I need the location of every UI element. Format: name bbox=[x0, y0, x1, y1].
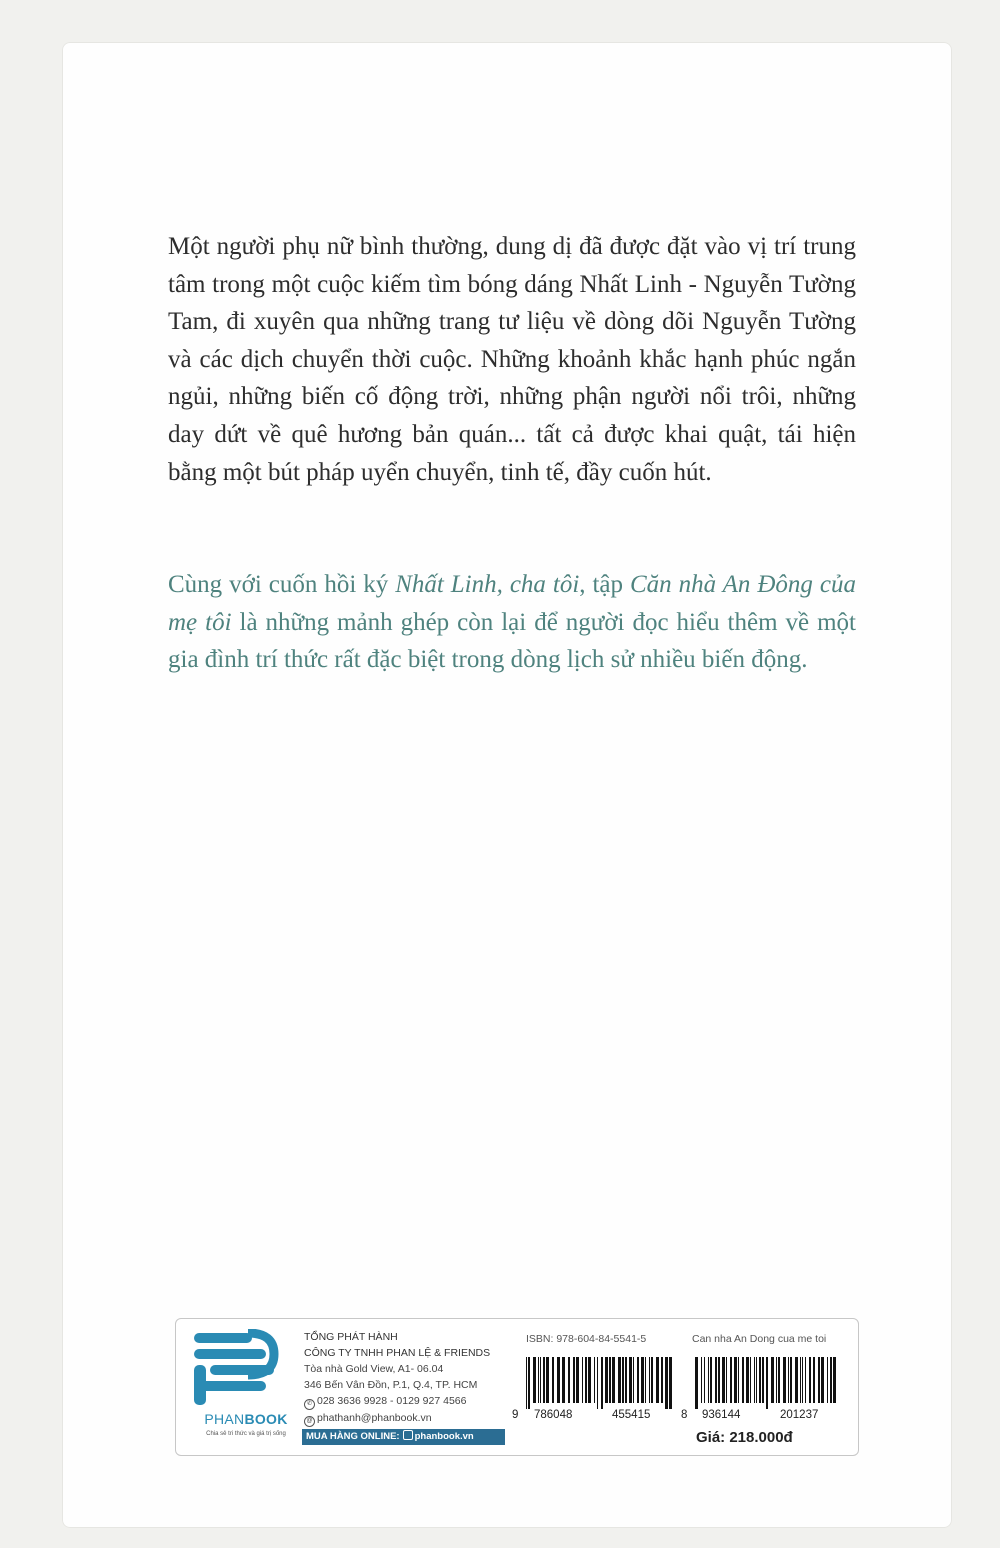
distributor-heading: TỔNG PHÁT HÀNH bbox=[304, 1331, 398, 1343]
barcode-bar bbox=[622, 1357, 624, 1403]
barcode-bar bbox=[722, 1357, 725, 1403]
address-line-1: Tòa nhà Gold View, A1- 06.04 bbox=[304, 1363, 444, 1375]
teaser-part-1: Cùng với cuốn hồi ký bbox=[168, 571, 396, 598]
barcode-bar bbox=[821, 1357, 824, 1403]
price-digits-right: 201237 bbox=[780, 1409, 819, 1421]
teaser-part-3: là những mảnh ghép còn lại để người đọc hiểu thêm về một gia đình trí thức rất đặc biệt trong dòng lịch sử nhiều biến động. bbox=[168, 608, 856, 674]
online-label: MUA HÀNG ONLINE: bbox=[306, 1431, 400, 1442]
distributor-info bbox=[304, 1329, 504, 1427]
barcode-bar bbox=[543, 1357, 545, 1403]
book-title-1: Nhất Linh, cha tôi bbox=[395, 571, 580, 598]
web-icon bbox=[403, 1430, 413, 1440]
isbn-digit-prefix: 9 bbox=[512, 1409, 519, 1421]
barcode-bar bbox=[645, 1357, 646, 1403]
barcode-bar bbox=[718, 1357, 720, 1403]
barcode-bar bbox=[734, 1357, 737, 1403]
barcode-bar bbox=[669, 1357, 672, 1409]
barcode-bar bbox=[612, 1357, 615, 1403]
barcode-bar bbox=[609, 1357, 611, 1403]
barcode-bar bbox=[651, 1357, 653, 1403]
barcode-bar bbox=[568, 1357, 570, 1403]
barcode-bar bbox=[582, 1357, 583, 1403]
barcode-bar bbox=[708, 1357, 709, 1403]
barcode-title: Can nha An Dong cua me toi bbox=[692, 1333, 827, 1345]
barcode-bar bbox=[701, 1357, 702, 1403]
barcode-bar bbox=[776, 1357, 777, 1403]
email-icon: @ bbox=[304, 1416, 315, 1427]
barcode-bar bbox=[809, 1357, 811, 1403]
barcode-bar bbox=[762, 1357, 764, 1403]
barcode-bar bbox=[656, 1357, 659, 1403]
isbn-digits-right: 455415 bbox=[612, 1409, 651, 1421]
phone-number: 028 3636 9928 - 0129 927 4566 bbox=[317, 1395, 467, 1407]
barcode-bar bbox=[637, 1357, 639, 1403]
barcode-bar bbox=[594, 1357, 595, 1403]
barcode-bar bbox=[641, 1357, 644, 1403]
barcode-bar bbox=[800, 1357, 801, 1403]
barcode-bar bbox=[750, 1357, 751, 1403]
book-title-2: Căn nhà An Đông của mẹ tôi bbox=[168, 571, 856, 636]
barcode-bar bbox=[830, 1357, 832, 1403]
barcode-bar bbox=[625, 1357, 627, 1403]
barcode-bar bbox=[695, 1357, 698, 1409]
barcode-bar bbox=[759, 1357, 761, 1403]
company-name: CÔNG TY TNHH PHAN LỆ & FRIENDS bbox=[304, 1347, 491, 1359]
barcode-bar bbox=[778, 1357, 780, 1403]
barcode-bar bbox=[771, 1357, 774, 1403]
barcode-bar bbox=[526, 1357, 527, 1409]
barcode-bar bbox=[746, 1357, 749, 1403]
phone-row bbox=[304, 1393, 504, 1410]
barcode-bar bbox=[704, 1357, 705, 1403]
barcode-bar bbox=[715, 1357, 717, 1403]
email-address: phathanh@phanbook.vn bbox=[317, 1412, 432, 1424]
website-link[interactable]: phanbook.vn bbox=[414, 1431, 474, 1442]
isbn-digits-left: 786048 bbox=[534, 1409, 573, 1421]
online-store-banner bbox=[302, 1429, 505, 1445]
barcode-bar bbox=[633, 1357, 634, 1403]
barcode-bar bbox=[805, 1357, 806, 1403]
isbn-text: ISBN: 978-604-84-5541-5 bbox=[526, 1333, 647, 1345]
price-barcode bbox=[693, 1357, 843, 1409]
barcode-bar bbox=[605, 1357, 608, 1403]
barcode-bar bbox=[788, 1357, 789, 1403]
publisher-info-box bbox=[175, 1318, 859, 1456]
barcode-bar bbox=[533, 1357, 536, 1403]
barcode-bar bbox=[827, 1357, 828, 1403]
barcode-bar bbox=[833, 1357, 836, 1403]
barcode-bar bbox=[546, 1357, 549, 1403]
teaser-part-2: , tập bbox=[579, 571, 630, 598]
teaser-text bbox=[168, 566, 856, 679]
barcode-bar bbox=[710, 1357, 712, 1403]
logo-name-part-2: BOOK bbox=[244, 1411, 288, 1427]
barcode-bar bbox=[588, 1357, 591, 1403]
price-digits-left: 936144 bbox=[702, 1409, 741, 1421]
barcode-bar bbox=[756, 1357, 757, 1403]
barcode-bar bbox=[585, 1357, 587, 1403]
barcode-bar bbox=[754, 1357, 755, 1403]
barcode-bar bbox=[766, 1357, 768, 1409]
barcode-bar bbox=[661, 1357, 663, 1403]
barcode-bar bbox=[601, 1357, 603, 1409]
barcode-bar bbox=[557, 1357, 560, 1403]
barcode-bar bbox=[597, 1357, 598, 1409]
barcode-bar bbox=[528, 1357, 530, 1409]
email-row bbox=[304, 1410, 504, 1427]
barcode-bar bbox=[618, 1357, 621, 1403]
phanbook-logo-icon bbox=[188, 1329, 280, 1409]
logo-name-part-1: PHAN bbox=[204, 1411, 245, 1427]
phone-icon: ✆ bbox=[304, 1399, 315, 1410]
barcode-bar bbox=[538, 1357, 539, 1403]
barcode-bar bbox=[726, 1357, 727, 1403]
barcode-bar bbox=[790, 1357, 792, 1403]
barcode-bar bbox=[629, 1357, 632, 1403]
barcode-bar bbox=[576, 1357, 579, 1403]
logo-name bbox=[194, 1411, 298, 1427]
blurb-text: Một người phụ nữ bình thường, dung dị đã được đặt vào vị trí trung tâm trong một cuộc kiếm tìm bóng dáng Nhất Linh - Nguyễn Tường Tam, đi xuyên qua những trang tư liệu về dòng dõi Nguyễn Tường và các dịch chuyển thời cuộc. Những khoảnh khắc hạnh phúc ngắn ngủi, những biến cố động trời, những phận người nổi trôi, những day dứt về quê hương bản quán... tất cả được khai quật, tái hiện bằng một bút pháp uyển chuyển, tinh tế, đầy cuốn hút. bbox=[168, 233, 856, 486]
barcode-bar bbox=[802, 1357, 803, 1403]
price-digit-prefix: 8 bbox=[681, 1409, 688, 1421]
barcode-bar bbox=[665, 1357, 668, 1409]
barcode-bar bbox=[649, 1357, 650, 1403]
barcode-bar bbox=[540, 1357, 541, 1403]
barcode-bar bbox=[818, 1357, 820, 1403]
barcode-bar bbox=[813, 1357, 815, 1403]
barcode-bar bbox=[730, 1357, 732, 1403]
barcode-bar bbox=[795, 1357, 798, 1403]
isbn-barcode bbox=[524, 1357, 674, 1409]
barcode-bar bbox=[562, 1357, 565, 1403]
price-label: Giá: 218.000đ bbox=[696, 1429, 793, 1446]
barcode-bar bbox=[573, 1357, 575, 1403]
barcode-bar bbox=[552, 1357, 554, 1403]
barcode-bar bbox=[738, 1357, 739, 1403]
address-line-2: 346 Bến Vân Đồn, P.1, Q.4, TP. HCM bbox=[304, 1379, 478, 1391]
barcode-bar bbox=[783, 1357, 786, 1403]
logo-tagline: Chia sẻ tri thức và giá trị sống bbox=[206, 1431, 286, 1437]
barcode-bar bbox=[742, 1357, 744, 1403]
phanbook-logo bbox=[188, 1329, 292, 1439]
